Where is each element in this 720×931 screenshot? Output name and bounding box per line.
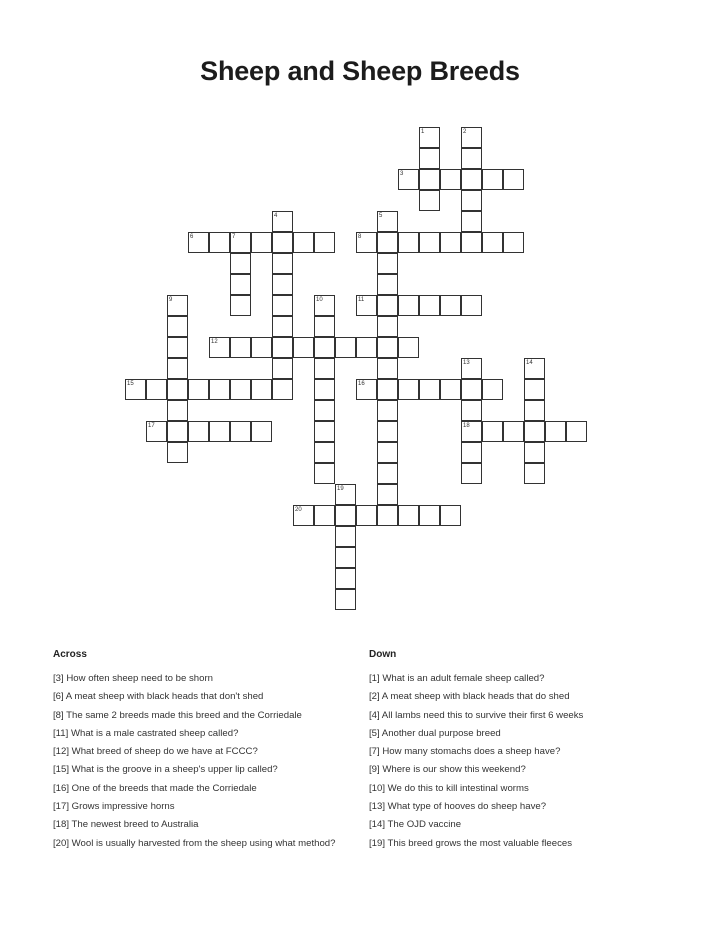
clue-number-8: 8	[358, 234, 362, 240]
grid-cell	[188, 421, 209, 442]
grid-cell	[377, 358, 398, 379]
grid-cell	[167, 337, 188, 358]
grid-cell	[419, 232, 440, 253]
clue-number-14: 14	[526, 360, 533, 366]
grid-cell	[167, 295, 188, 316]
grid-cell	[461, 295, 482, 316]
grid-cell	[272, 358, 293, 379]
grid-cell	[188, 232, 209, 253]
grid-cell	[272, 232, 293, 253]
grid-cell	[314, 442, 335, 463]
grid-cell	[377, 442, 398, 463]
grid-cell	[272, 211, 293, 232]
grid-cell	[335, 589, 356, 610]
grid-cell	[440, 295, 461, 316]
grid-cell	[209, 421, 230, 442]
clue-number-6: 6	[190, 234, 194, 240]
grid-cell	[461, 421, 482, 442]
grid-cell	[209, 232, 230, 253]
grid-cell	[419, 169, 440, 190]
clue-across-8: [8] The same 2 breeds made this breed and the Corriedale	[53, 709, 302, 721]
grid-cell	[230, 421, 251, 442]
grid-cell	[461, 211, 482, 232]
grid-cell	[461, 442, 482, 463]
grid-cell	[314, 463, 335, 484]
grid-cell	[314, 295, 335, 316]
clue-down-5: [5] Another dual purpose breed	[369, 727, 501, 739]
grid-cell	[461, 358, 482, 379]
clue-number-7: 7	[232, 234, 236, 240]
grid-cell	[188, 379, 209, 400]
grid-cell	[482, 421, 503, 442]
grid-cell	[167, 421, 188, 442]
grid-cell	[524, 400, 545, 421]
grid-cell	[440, 505, 461, 526]
grid-cell	[461, 463, 482, 484]
grid-cell	[230, 253, 251, 274]
grid-cell	[335, 484, 356, 505]
clue-number-11: 11	[358, 297, 365, 303]
grid-cell	[167, 400, 188, 421]
grid-cell	[398, 295, 419, 316]
clue-number-12: 12	[211, 339, 218, 345]
grid-cell	[503, 421, 524, 442]
grid-cell	[251, 232, 272, 253]
clue-down-13: [13] What type of hooves do sheep have?	[369, 801, 547, 813]
grid-cell	[167, 316, 188, 337]
grid-cell	[230, 232, 251, 253]
grid-cell	[335, 526, 356, 547]
grid-cell	[293, 232, 314, 253]
grid-cell	[377, 337, 398, 358]
clue-number-1: 1	[421, 129, 425, 135]
grid-cell	[251, 337, 272, 358]
clue-number-2: 2	[463, 129, 467, 135]
grid-cell	[545, 421, 566, 442]
grid-cell	[461, 169, 482, 190]
grid-cell	[377, 484, 398, 505]
clue-across-20: [20] Wool is usually harvested from the sheep using what method?	[53, 837, 336, 849]
clue-down-19: [19] This breed grows the most valuable fleeces	[369, 837, 573, 849]
grid-cell	[272, 295, 293, 316]
grid-cell	[440, 232, 461, 253]
grid-cell	[461, 127, 482, 148]
grid-cell	[335, 568, 356, 589]
clue-down-9: [9] Where is our show this weekend?	[369, 764, 526, 776]
clue-down-10: [10] We do this to kill intestinal worms	[369, 782, 529, 794]
grid-cell	[524, 421, 545, 442]
clue-number-15: 15	[127, 381, 134, 387]
grid-cell	[314, 316, 335, 337]
clue-number-13: 13	[463, 360, 470, 366]
clue-number-3: 3	[400, 171, 404, 177]
clue-across-15: [15] What is the groove in a sheep's upper lip called?	[53, 764, 278, 776]
grid-cell	[419, 148, 440, 169]
clue-number-10: 10	[316, 297, 323, 303]
grid-cell	[566, 421, 587, 442]
grid-cell	[377, 274, 398, 295]
grid-cell	[272, 379, 293, 400]
grid-cell	[377, 400, 398, 421]
grid-cell	[461, 190, 482, 211]
grid-cell	[356, 232, 377, 253]
grid-cell	[461, 232, 482, 253]
grid-cell	[419, 127, 440, 148]
clue-across-18: [18] The newest breed to Australia	[53, 819, 199, 831]
grid-cell	[503, 169, 524, 190]
clue-across-16: [16] One of the breeds that made the Corriedale	[53, 782, 257, 794]
grid-cell	[146, 379, 167, 400]
grid-cell	[377, 295, 398, 316]
grid-cell	[167, 442, 188, 463]
grid-cell	[377, 463, 398, 484]
across-heading: Across	[53, 649, 87, 660]
grid-cell	[314, 379, 335, 400]
grid-cell	[482, 379, 503, 400]
grid-cell	[230, 337, 251, 358]
clue-across-11: [11] What is a male castrated sheep called?	[53, 727, 239, 739]
grid-cell	[419, 190, 440, 211]
grid-cell	[524, 379, 545, 400]
grid-cell	[167, 379, 188, 400]
grid-cell	[293, 505, 314, 526]
grid-cell	[440, 379, 461, 400]
grid-cell	[356, 505, 377, 526]
grid-cell	[377, 211, 398, 232]
grid-cell	[125, 379, 146, 400]
grid-cell	[377, 379, 398, 400]
grid-cell	[314, 421, 335, 442]
grid-cell	[440, 169, 461, 190]
clue-down-2: [2] A meat sheep with black heads that do shed	[369, 691, 570, 703]
grid-cell	[419, 379, 440, 400]
grid-cell	[272, 316, 293, 337]
grid-cell	[398, 505, 419, 526]
grid-cell	[419, 295, 440, 316]
grid-cell	[314, 358, 335, 379]
page-title: Sheep and Sheep Breeds	[200, 56, 520, 86]
clue-number-19: 19	[337, 486, 344, 492]
grid-cell	[461, 148, 482, 169]
grid-cell	[461, 400, 482, 421]
grid-cell	[398, 169, 419, 190]
grid-cell	[293, 337, 314, 358]
grid-cell	[230, 274, 251, 295]
grid-cell	[314, 400, 335, 421]
grid-cell	[461, 379, 482, 400]
clue-across-6: [6] A meat sheep with black heads that don't shed	[53, 691, 264, 703]
across-clue-list	[53, 672, 358, 855]
grid-cell	[272, 253, 293, 274]
clue-number-9: 9	[169, 297, 173, 303]
grid-cell	[356, 379, 377, 400]
grid-cell	[398, 337, 419, 358]
grid-cell	[377, 253, 398, 274]
clue-down-7: [7] How many stomachs does a sheep have?	[369, 746, 561, 758]
clue-number-17: 17	[148, 423, 155, 429]
grid-cell	[419, 505, 440, 526]
clue-number-4: 4	[274, 213, 278, 219]
clue-number-18: 18	[463, 423, 470, 429]
grid-cell	[377, 232, 398, 253]
grid-cell	[377, 505, 398, 526]
grid-cell	[251, 379, 272, 400]
grid-cell	[146, 421, 167, 442]
grid-cell	[377, 421, 398, 442]
grid-cell	[356, 337, 377, 358]
clue-across-12: [12] What breed of sheep do we have at FCCC?	[53, 746, 258, 758]
grid-cell	[482, 169, 503, 190]
grid-cell	[503, 232, 524, 253]
grid-cell	[335, 337, 356, 358]
down-heading: Down	[369, 649, 397, 660]
clue-down-1: [1] What is an adult female sheep called?	[369, 673, 545, 684]
grid-cell	[377, 316, 398, 337]
grid-cell	[314, 505, 335, 526]
clue-number-16: 16	[358, 381, 365, 387]
clue-number-20: 20	[295, 507, 302, 513]
grid-cell	[524, 442, 545, 463]
grid-cell	[356, 295, 377, 316]
grid-cell	[482, 232, 503, 253]
grid-cell	[314, 232, 335, 253]
clue-down-4: [4] All lambs need this to survive their first 6 weeks	[369, 709, 584, 721]
clue-across-3: [3] How often sheep need to be shorn	[53, 673, 214, 684]
grid-cell	[524, 463, 545, 484]
grid-cell	[335, 547, 356, 568]
grid-cell	[230, 379, 251, 400]
grid-cell	[524, 358, 545, 379]
clue-across-17: [17] Grows impressive horns	[53, 801, 175, 813]
grid-cell	[398, 232, 419, 253]
grid-cell	[335, 505, 356, 526]
grid-cell	[272, 274, 293, 295]
grid-cell	[230, 295, 251, 316]
down-clue-list	[369, 672, 669, 855]
clue-number-5: 5	[379, 213, 383, 219]
clue-down-14: [14] The OJD vaccine	[369, 819, 462, 831]
grid-cell	[251, 421, 272, 442]
grid-cell	[272, 337, 293, 358]
grid-cell	[167, 358, 188, 379]
grid-cell	[398, 379, 419, 400]
grid-cell	[209, 337, 230, 358]
grid-cell	[209, 379, 230, 400]
grid-cell	[314, 337, 335, 358]
